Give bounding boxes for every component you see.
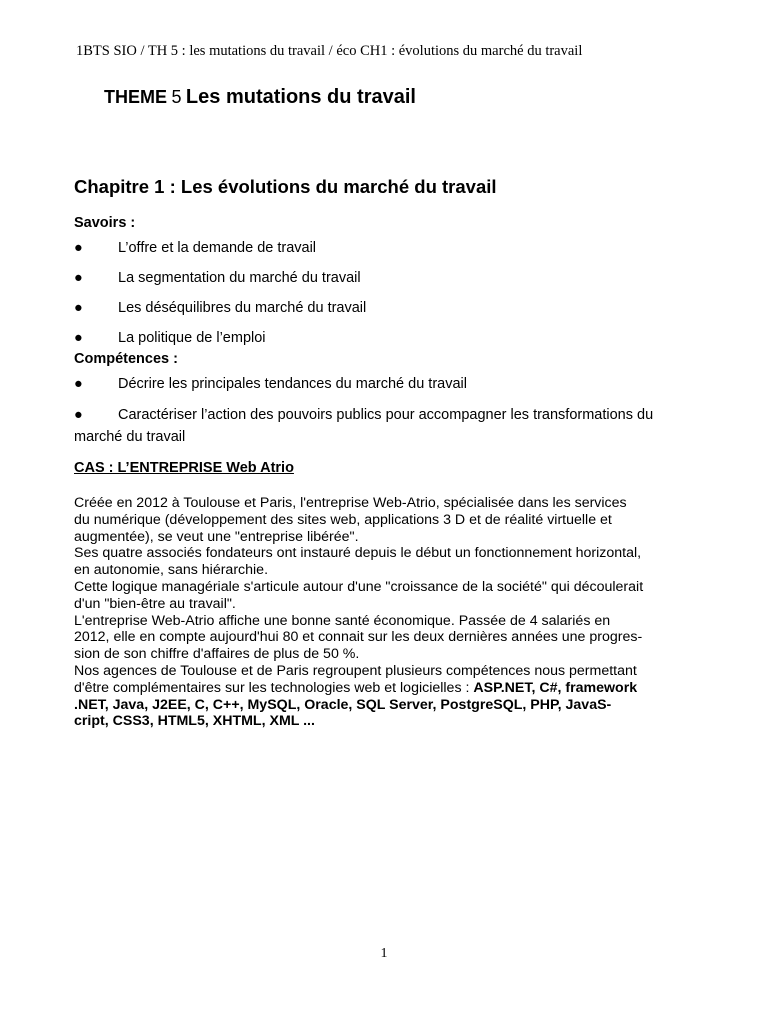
theme-title: [104, 86, 416, 109]
case-line: Créée en 2012 à Toulouse et Paris, l'entreprise Web-Atrio, spécialisée dans les services: [74, 495, 627, 511]
case-line: [74, 680, 704, 697]
savoirs-item: ● La segmentation du marché du travail: [74, 267, 704, 289]
competences-item: ● Décrire les principales tendances du marché du travail: [74, 373, 704, 395]
competences-label: Compétences :: [74, 351, 178, 367]
case-line: [74, 697, 704, 714]
chapter-title: Chapitre 1 : Les évolutions du marché du travail: [74, 176, 497, 197]
case-line: [74, 713, 704, 730]
tech-list: .NET, Java, J2EE, C, C++, MySQL, Oracle, SQL Server, PostgreSQL, PHP, JavaS-: [74, 696, 612, 713]
theme-number: 5: [171, 87, 182, 107]
case-line: Nos agences de Toulouse et de Paris regroupent plusieurs compétences nous permettant: [74, 662, 637, 679]
savoirs-item: ● Les déséquilibres du marché du travail: [74, 297, 704, 319]
case-line: L'entreprise Web-Atrio affiche une bonne santé économique. Passée de 4 salariés en: [74, 612, 611, 629]
savoirs-item: ● L’offre et la demande de travail: [74, 237, 704, 259]
case-line: sion de son chiffre d'affaires de plus de 50 %.: [74, 646, 360, 663]
case-body: [74, 495, 704, 730]
bullet-icon: ●: [74, 376, 83, 392]
case-title: CAS : L’ENTREPRISE Web Atrio: [74, 460, 294, 476]
bullet-icon: ●: [74, 330, 83, 346]
bullet-icon: ●: [74, 240, 83, 256]
savoirs-label: Savoirs :: [74, 215, 136, 231]
savoirs-item: ● La politique de l’emploi: [74, 327, 704, 349]
tech-intro: d'être complémentaires sur les technologies web et logicielles :: [74, 679, 474, 696]
case-line: augmentée), se veut une "entreprise libérée".: [74, 528, 359, 545]
theme-word: THEME: [104, 87, 167, 107]
bullet-icon: ●: [74, 270, 83, 286]
tech-list: cript, CSS3, HTML5, XHTML, XML ...: [74, 713, 315, 730]
case-line: 2012, elle en compte aujourd'hui 80 et connait sur les deux dernières années une progres-: [74, 629, 643, 646]
bullet-icon: ●: [74, 407, 83, 423]
page-header: 1BTS SIO / TH 5 : les mutations du travail / éco CH1 : évolutions du marché du travail: [76, 43, 583, 59]
case-line: Cette logique managériale s'articule autour d'une "croissance de la société" qui découlerait: [74, 578, 644, 595]
case-line: Ses quatre associés fondateurs ont instauré depuis le début un fonctionnement horizontal,: [74, 545, 642, 562]
case-line: en autonomie, sans hiérarchie.: [74, 562, 269, 579]
competences-item: ● Caractériser l’action des pouvoirs publics pour accompagner les transformations du marché du travail: [74, 404, 704, 448]
theme-text: Les mutations du travail: [185, 86, 416, 108]
case-line: d'un "bien-être au travail".: [74, 595, 236, 612]
case-line: du numérique (développement des sites web, applications 3 D et de réalité virtuelle et: [74, 511, 612, 528]
bullet-icon: ●: [74, 300, 83, 316]
tech-list: ASP.NET, C#, framework: [473, 679, 638, 696]
page-number: 1: [380, 946, 388, 961]
